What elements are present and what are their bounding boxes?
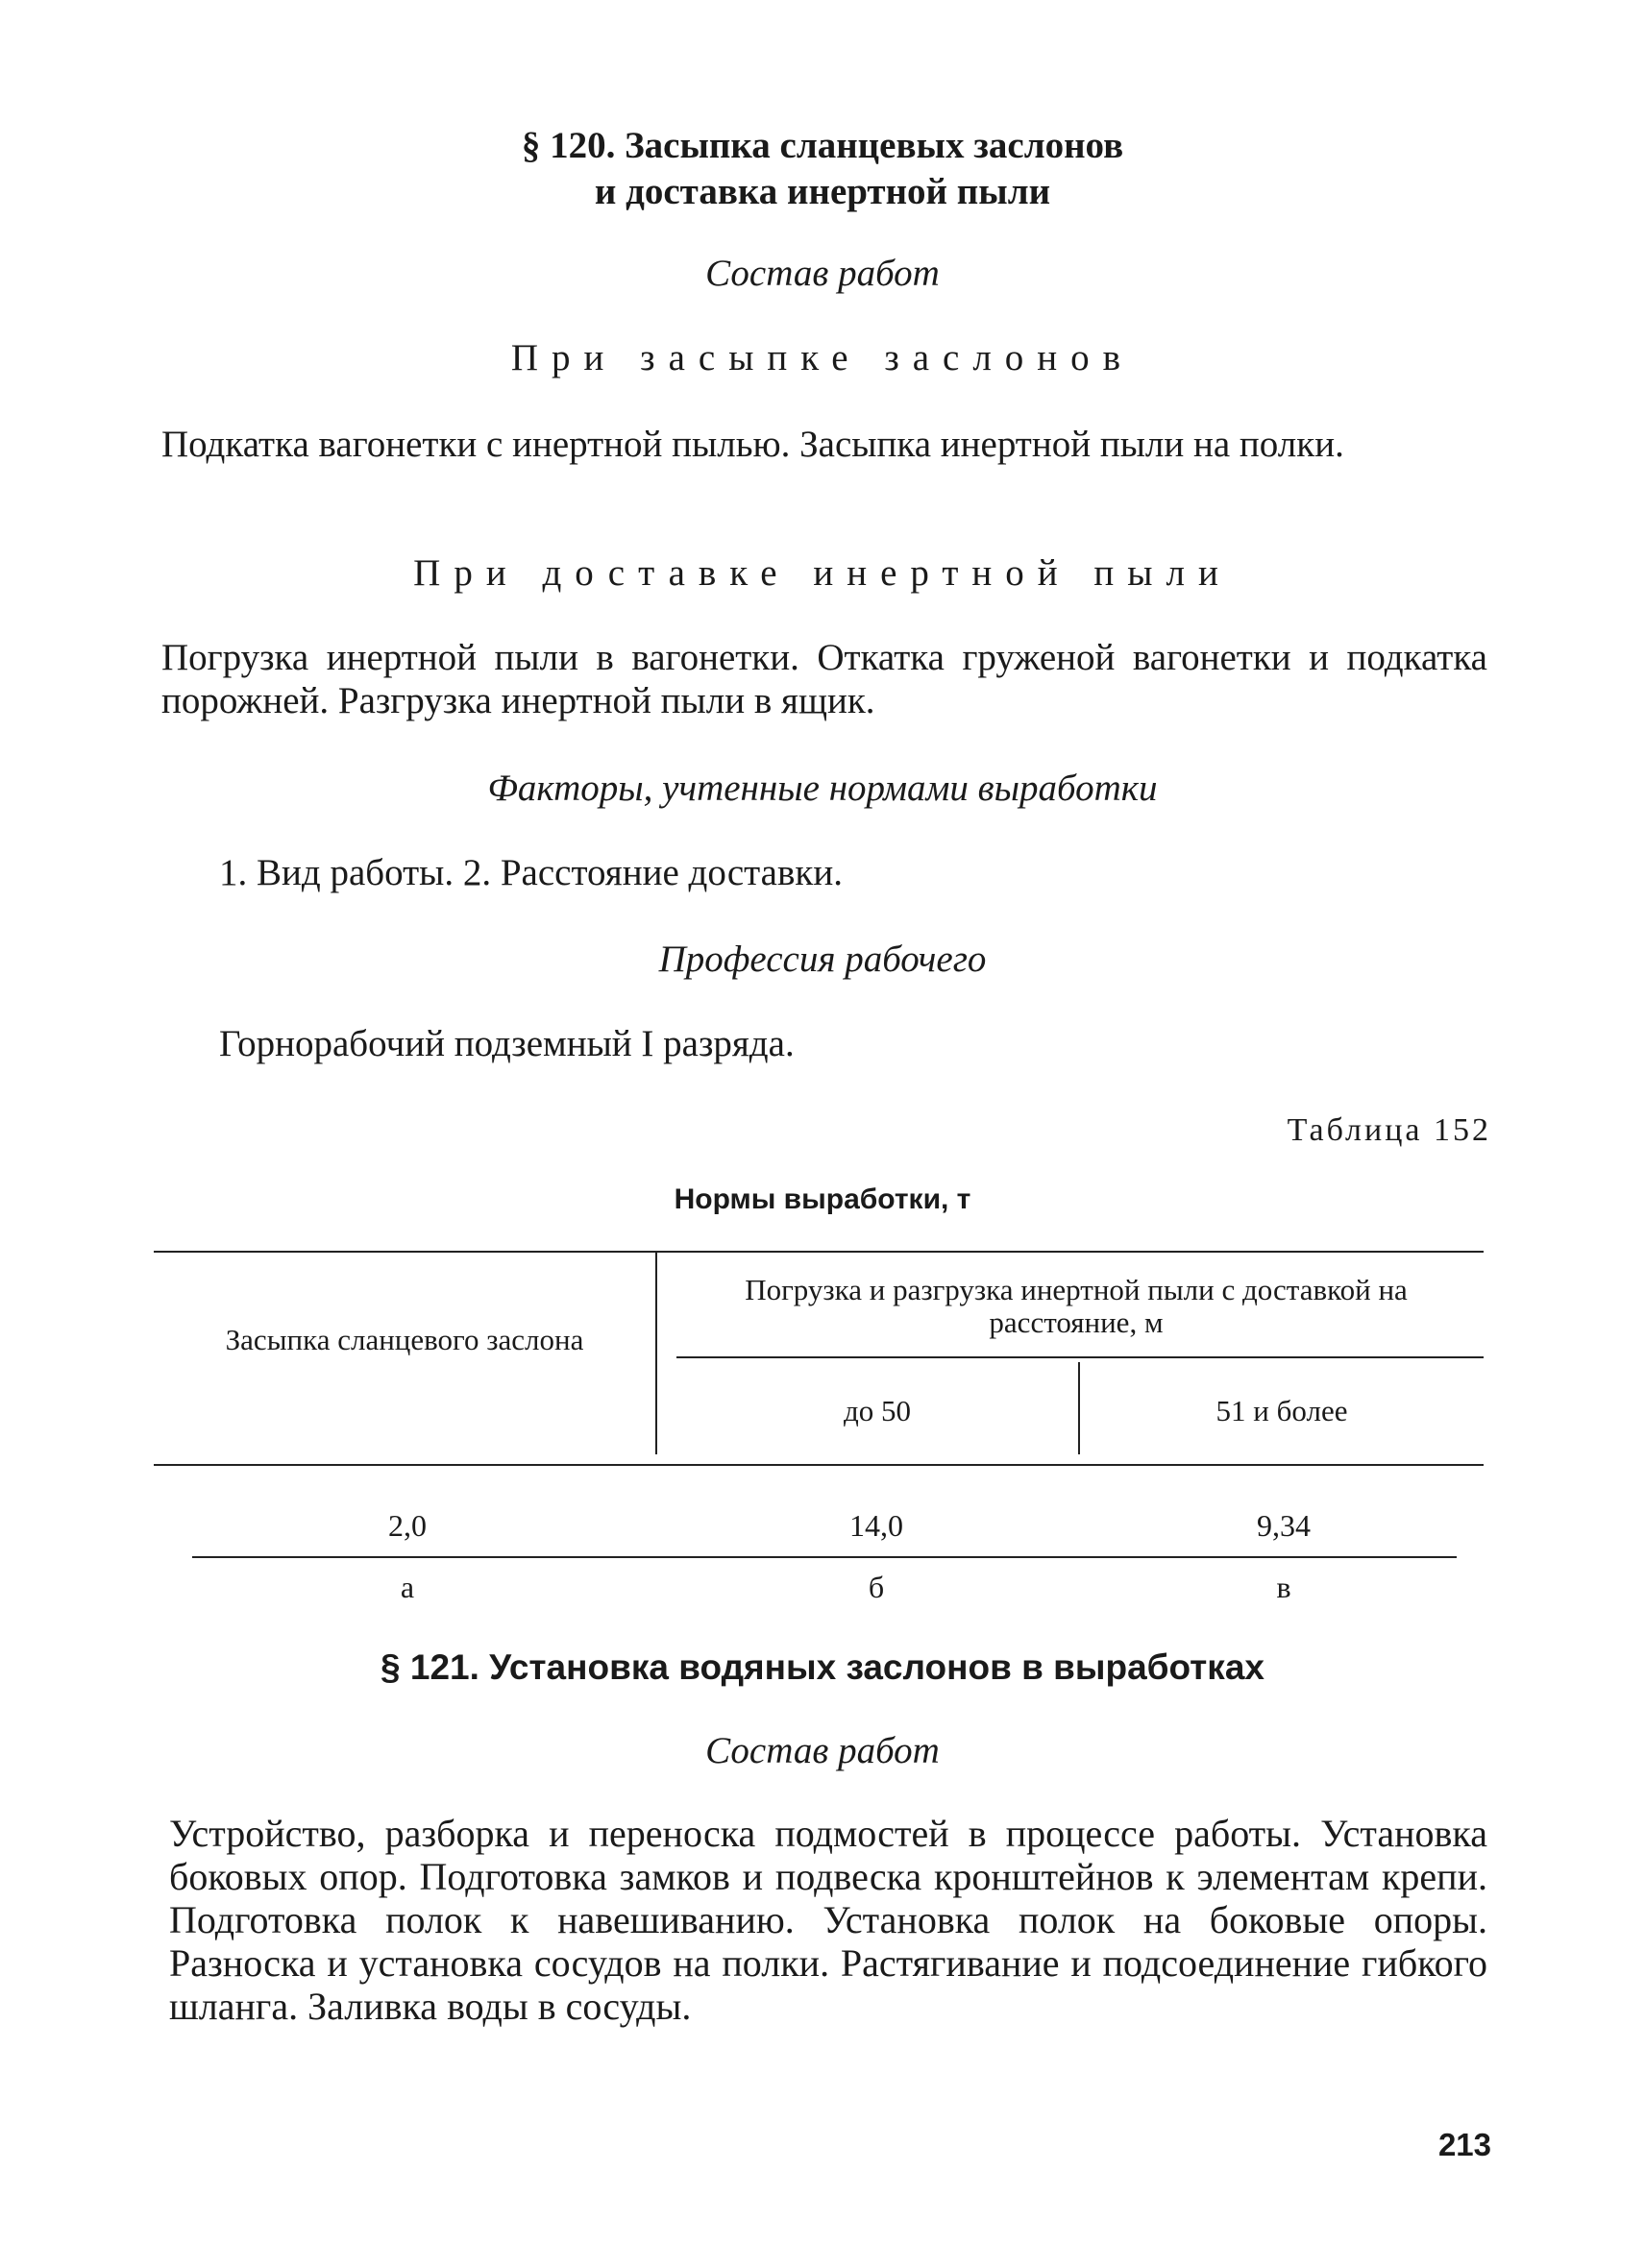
section-121-title: § 121. Установка водяных заслонов в выработках <box>381 1647 1264 1687</box>
section-121-text: Устройство, разборка и переноска подмостей в процессе работы. Установка боковых опор. Подготовка замков и подвеска кронштейнов к элементам крепи. Подготовка полок к навешиванию. Установка полок на боковые опоры. Разноска и установка сосудов на полки. Растягивание и подсоединение гибкого шланга. Заливка воды в сосуды. <box>169 1812 1487 2028</box>
subheading-delivery: При доставке инертной пыли <box>413 552 1232 594</box>
subheading-filling: При засыпке заслонов <box>510 337 1135 378</box>
section-121-composition-heading: Состав работ <box>705 1730 940 1771</box>
factors-text: 1. Вид работы. 2. Расстояние доставки. <box>219 852 843 893</box>
table-group-rule <box>676 1356 1484 1358</box>
table-subheader-51-plus: 51 и более <box>1215 1394 1348 1427</box>
table-letter-b: б <box>868 1570 885 1604</box>
table-vertical-divider <box>655 1253 657 1454</box>
table-header-loading-group: Погрузка и разгрузка инертной пыли с доставкой на расстояние, м <box>745 1273 1408 1339</box>
profession-heading: Профессия рабочего <box>658 939 987 980</box>
table-value-51-plus: 9,34 <box>1257 1508 1311 1543</box>
section-120-title-line2: и доставка инертной пыли <box>594 171 1051 212</box>
delivery-text: Погрузка инертной пыли в вагонетки. Откатка груженой вагонетки и подкатка порожней. Разгрузка инертной пыли в ящик. <box>161 637 1487 721</box>
table-header-filling: Засыпка сланцевого заслона <box>225 1323 584 1356</box>
factors-heading: Факторы, учтенные нормами выработки <box>487 768 1158 809</box>
table-letter-v: в <box>1276 1570 1291 1604</box>
table-value-up-to-50: 14,0 <box>849 1508 903 1543</box>
table-header-bottom-rule <box>154 1464 1484 1466</box>
table-value-filling: 2,0 <box>388 1508 427 1543</box>
composition-heading: Состав работ <box>705 253 940 294</box>
table-bottom-rule <box>192 1556 1457 1558</box>
profession-text: Горнорабочий подземный I разряда. <box>219 1023 795 1064</box>
table-top-rule <box>154 1251 1484 1253</box>
section-120-title-line1: § 120. Засыпка сланцевых заслонов <box>521 125 1124 166</box>
filling-text: Подкатка вагонетки с инертной пылью. Засыпка инертной пыли на полки. <box>161 424 1344 465</box>
table-letter-a: а <box>400 1570 415 1604</box>
table-label: Таблица 152 <box>1287 1112 1491 1148</box>
page-number: 213 <box>1437 2127 1491 2162</box>
table-subheader-up-to-50: до 50 <box>843 1394 912 1427</box>
table-caption: Нормы выработки, т <box>674 1183 971 1215</box>
